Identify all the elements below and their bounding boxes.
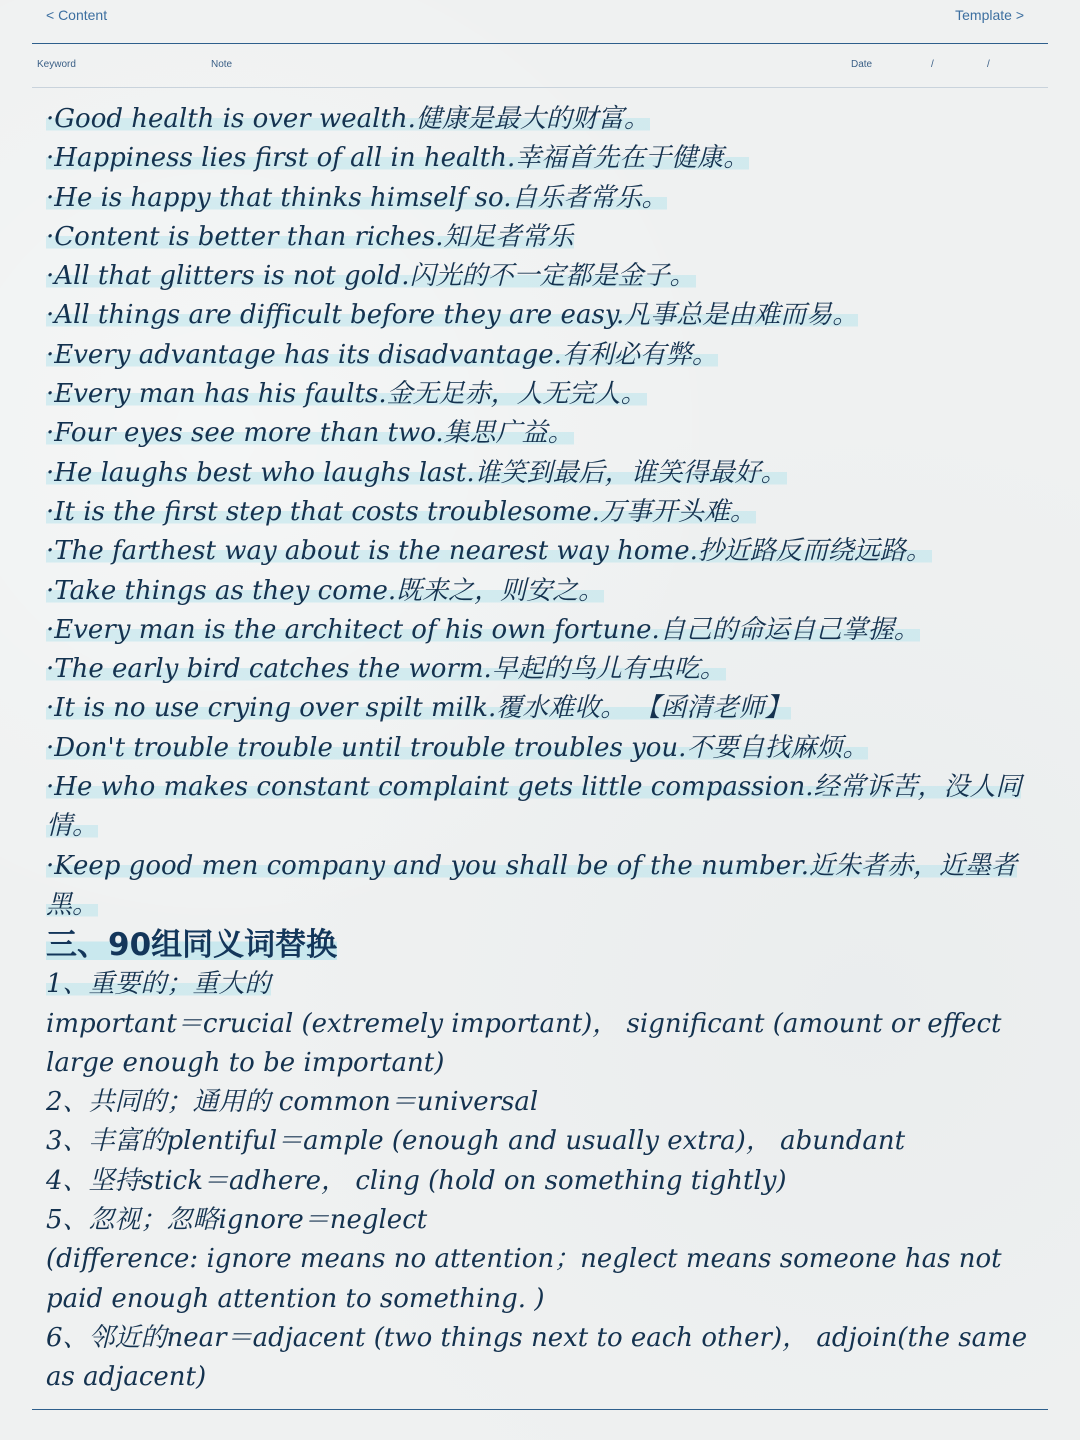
proverb-line: ·Four eyes see more than two.集思广益。 — [46, 418, 574, 449]
proverb-line: ·Good health is over wealth.健康是最大的财富。 — [46, 104, 650, 134]
proverb-line: ·Every man is the architect of his own fortune.自己的命运自己掌握。 — [46, 614, 920, 645]
keyword-label: Keyword — [37, 59, 76, 70]
proverb-line: ·All things are difficult before they are easy.凡事总是由难而易。 — [46, 300, 859, 331]
proverb-line: ·Every advantage has its disadvantage.有利必有弊。 — [46, 339, 718, 370]
top-navigation-bar — [0, 0, 1080, 44]
proverb-line: ·Every man has his faults.金无足赤，人无完人。 — [46, 379, 647, 410]
note-meta-row — [0, 44, 1080, 88]
synonym-line: 1、重要的；重大的 — [46, 969, 271, 1000]
proverb-line: ·Don't trouble trouble until trouble troubles you.不要自找麻烦。 — [46, 732, 869, 763]
synonym-line: (difference: ignore means no attention；neglect means someone has not paid enough attention to something. ) — [46, 1244, 1002, 1314]
proverb-line: ·Take things as they come.既来之，则安之。 — [46, 575, 605, 606]
proverb-line: ·He who makes constant complaint gets little compassion.经常诉苦，没人同情。 — [46, 772, 1022, 842]
date-separator: / — [931, 59, 934, 70]
template-link[interactable]: Template > — [955, 7, 1024, 23]
synonym-line: important＝crucial (extremely important)， significant (amount or effect large enough to be important) — [46, 1008, 1002, 1078]
proverb-line: ·It is the first step that costs troublesome.万事开头难。 — [46, 496, 756, 527]
proverb-line: ·He is happy that thinks himself so.自乐者常乐。 — [46, 182, 668, 213]
note-content — [46, 100, 1036, 1398]
synonym-line: 4、坚持stick＝adhere， cling (hold on something tightly) — [46, 1165, 787, 1196]
proverb-line: ·The early bird catches the worm.早起的鸟儿有虫吃。 — [46, 654, 726, 685]
footer-divider — [32, 1409, 1048, 1410]
date-separator: / — [987, 59, 990, 70]
section-heading: 三、90组同义词替换 — [46, 927, 338, 964]
proverb-line: ·Content is better than riches.知足者常乐 — [46, 221, 574, 252]
proverb-line: ·It is no use crying over spilt milk.覆水难收。 【函清老师】 — [46, 693, 791, 724]
proverb-line: ·The farthest way about is the nearest way home.抄近路反而绕远路。 — [46, 536, 932, 567]
note-label: Note — [211, 59, 233, 70]
proverb-line: ·Happiness lies first of all in health.幸福首先在于健康。 — [46, 143, 750, 174]
proverb-line: ·He laughs best who laughs last.谁笑到最后，谁笑得最好。 — [46, 457, 787, 488]
synonym-line: 2、共同的；通用的 common＝universal — [46, 1087, 539, 1118]
meta-divider — [32, 87, 1048, 88]
synonym-line: 3、丰富的plentiful＝ample (enough and usually extra)， abundant — [46, 1126, 906, 1157]
proverb-line: ·All that glitters is not gold.闪光的不一定都是金子。 — [46, 261, 696, 292]
date-label: Date — [851, 59, 873, 70]
proverb-line: ·Keep good men company and you shall be of the number.近朱者赤，近墨者黑。 — [46, 850, 1017, 920]
synonym-line: 6、邻近的near＝adjacent (two things next to each other)， adjoin(the same as adjacent) — [46, 1322, 1028, 1393]
back-to-content-link[interactable]: < Content — [46, 7, 108, 23]
synonym-line: 5、忽视；忽略ignore＝neglect — [46, 1205, 428, 1236]
